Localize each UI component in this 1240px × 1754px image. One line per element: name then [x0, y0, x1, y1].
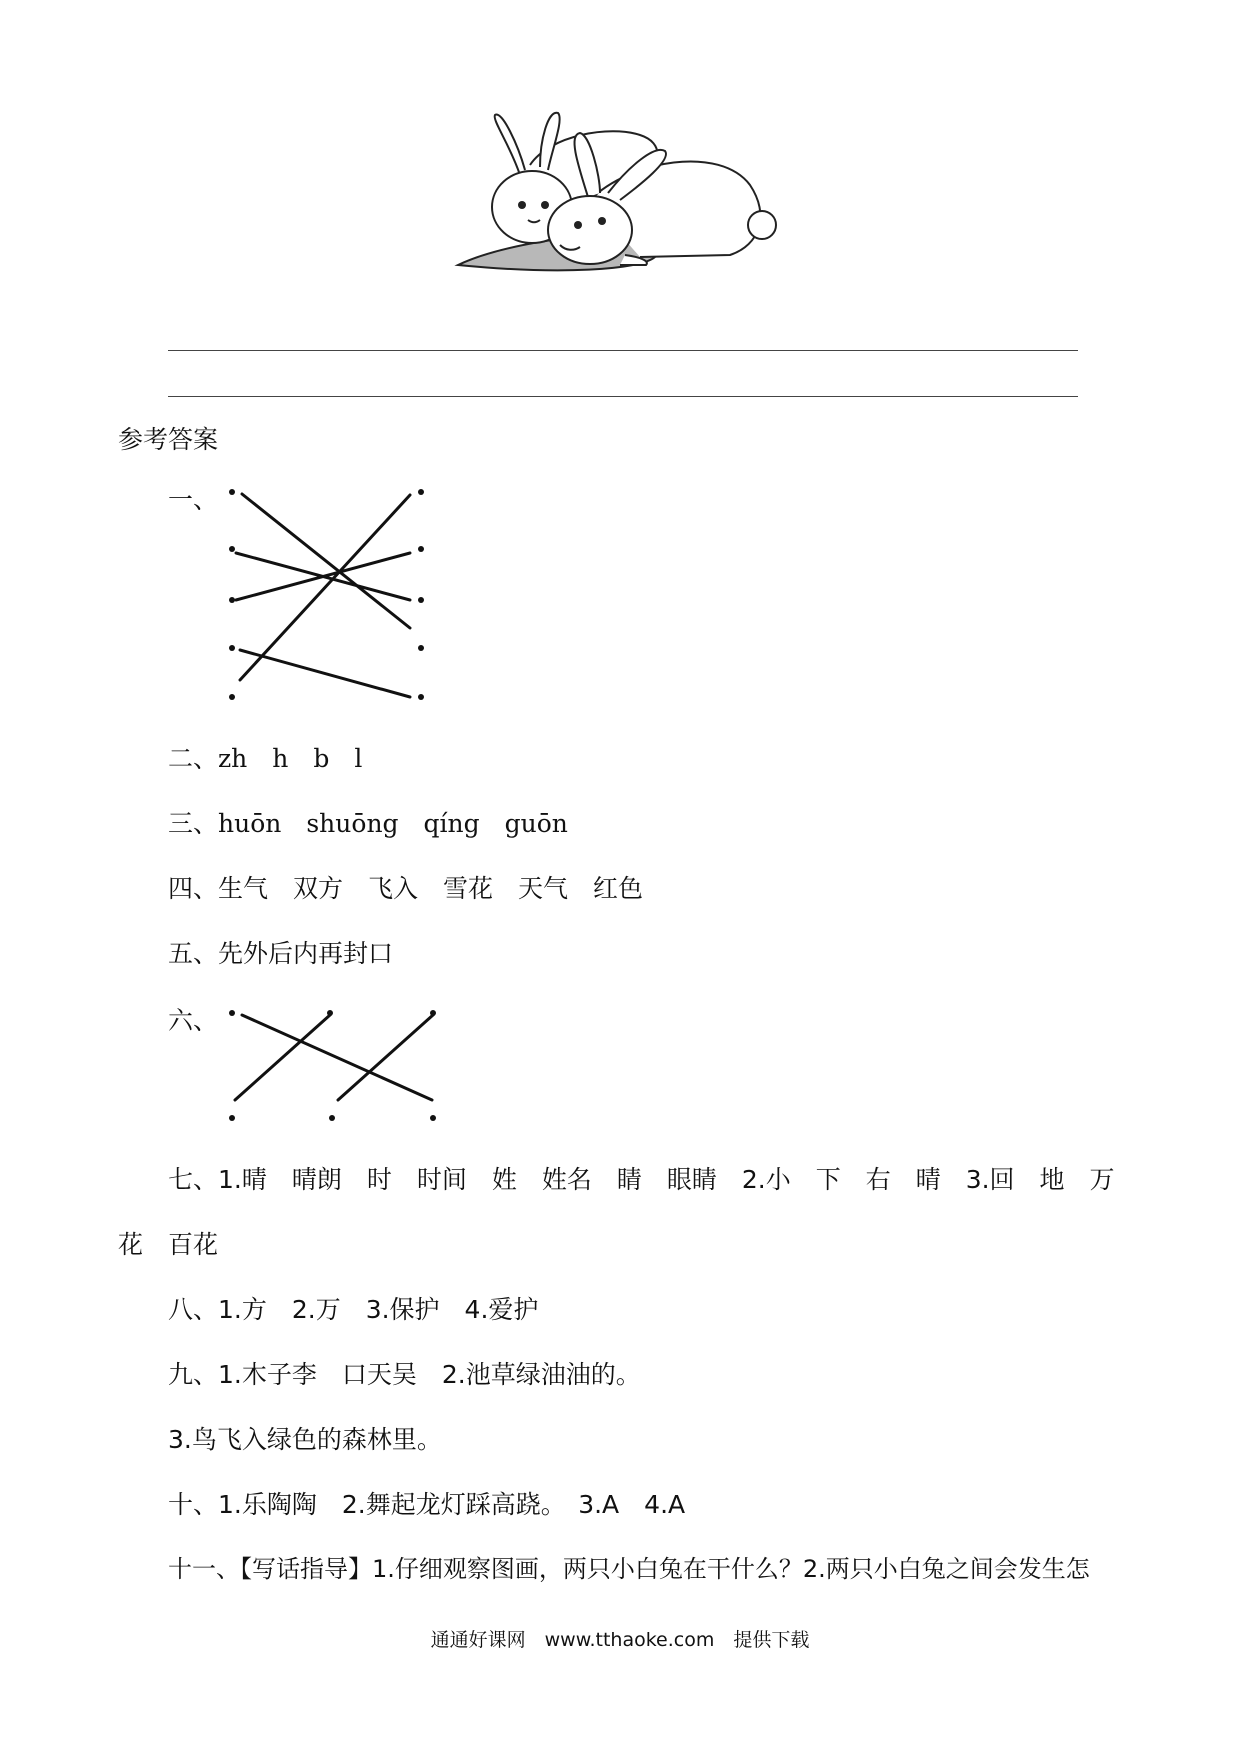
section-3: 三、huōn shuōng qíng guōn	[168, 809, 568, 838]
section-4: 四、生气 双方 飞入 雪花 天气 红色	[168, 874, 644, 903]
section-7-line-1: 七、1.晴 晴朗 时 时间 姓 姓名 睛 眼睛 2.小 下 右 晴 3.回 地 万	[168, 1165, 1115, 1194]
section-10: 十、1.乐陶陶 2.舞起龙灯踩高跷。 3.A 4.A	[168, 1490, 686, 1519]
section-9-line-1: 九、1.木子李 口天吴 2.池草绿油油的。	[168, 1360, 641, 1389]
section-9-line-2: 3.鸟飞入绿色的森林里。	[168, 1425, 442, 1454]
section-11: 十一、【写话指导】1.仔细观察图画，两只小白兔在干什么？2.两只小白兔之间会发生怎	[168, 1555, 1090, 1583]
answer-header: 参考答案	[118, 425, 219, 454]
section-2: 二、zh h b l	[168, 744, 363, 773]
section-5: 五、先外后内再封口	[168, 939, 394, 968]
section-7-line-2: 花 百花	[118, 1230, 219, 1259]
matching-dots-6	[229, 1010, 436, 1121]
footer: 通通好课网 www.tthaoke.com 提供下载	[430, 1629, 810, 1651]
match-line	[235, 1015, 330, 1100]
match-line	[338, 1015, 433, 1100]
match-line	[242, 1015, 432, 1100]
section-1-label: 一、	[168, 485, 219, 514]
section-8: 八、1.方 2.万 3.保护 4.爱护	[168, 1295, 539, 1324]
section-6-label: 六、	[168, 1006, 219, 1035]
